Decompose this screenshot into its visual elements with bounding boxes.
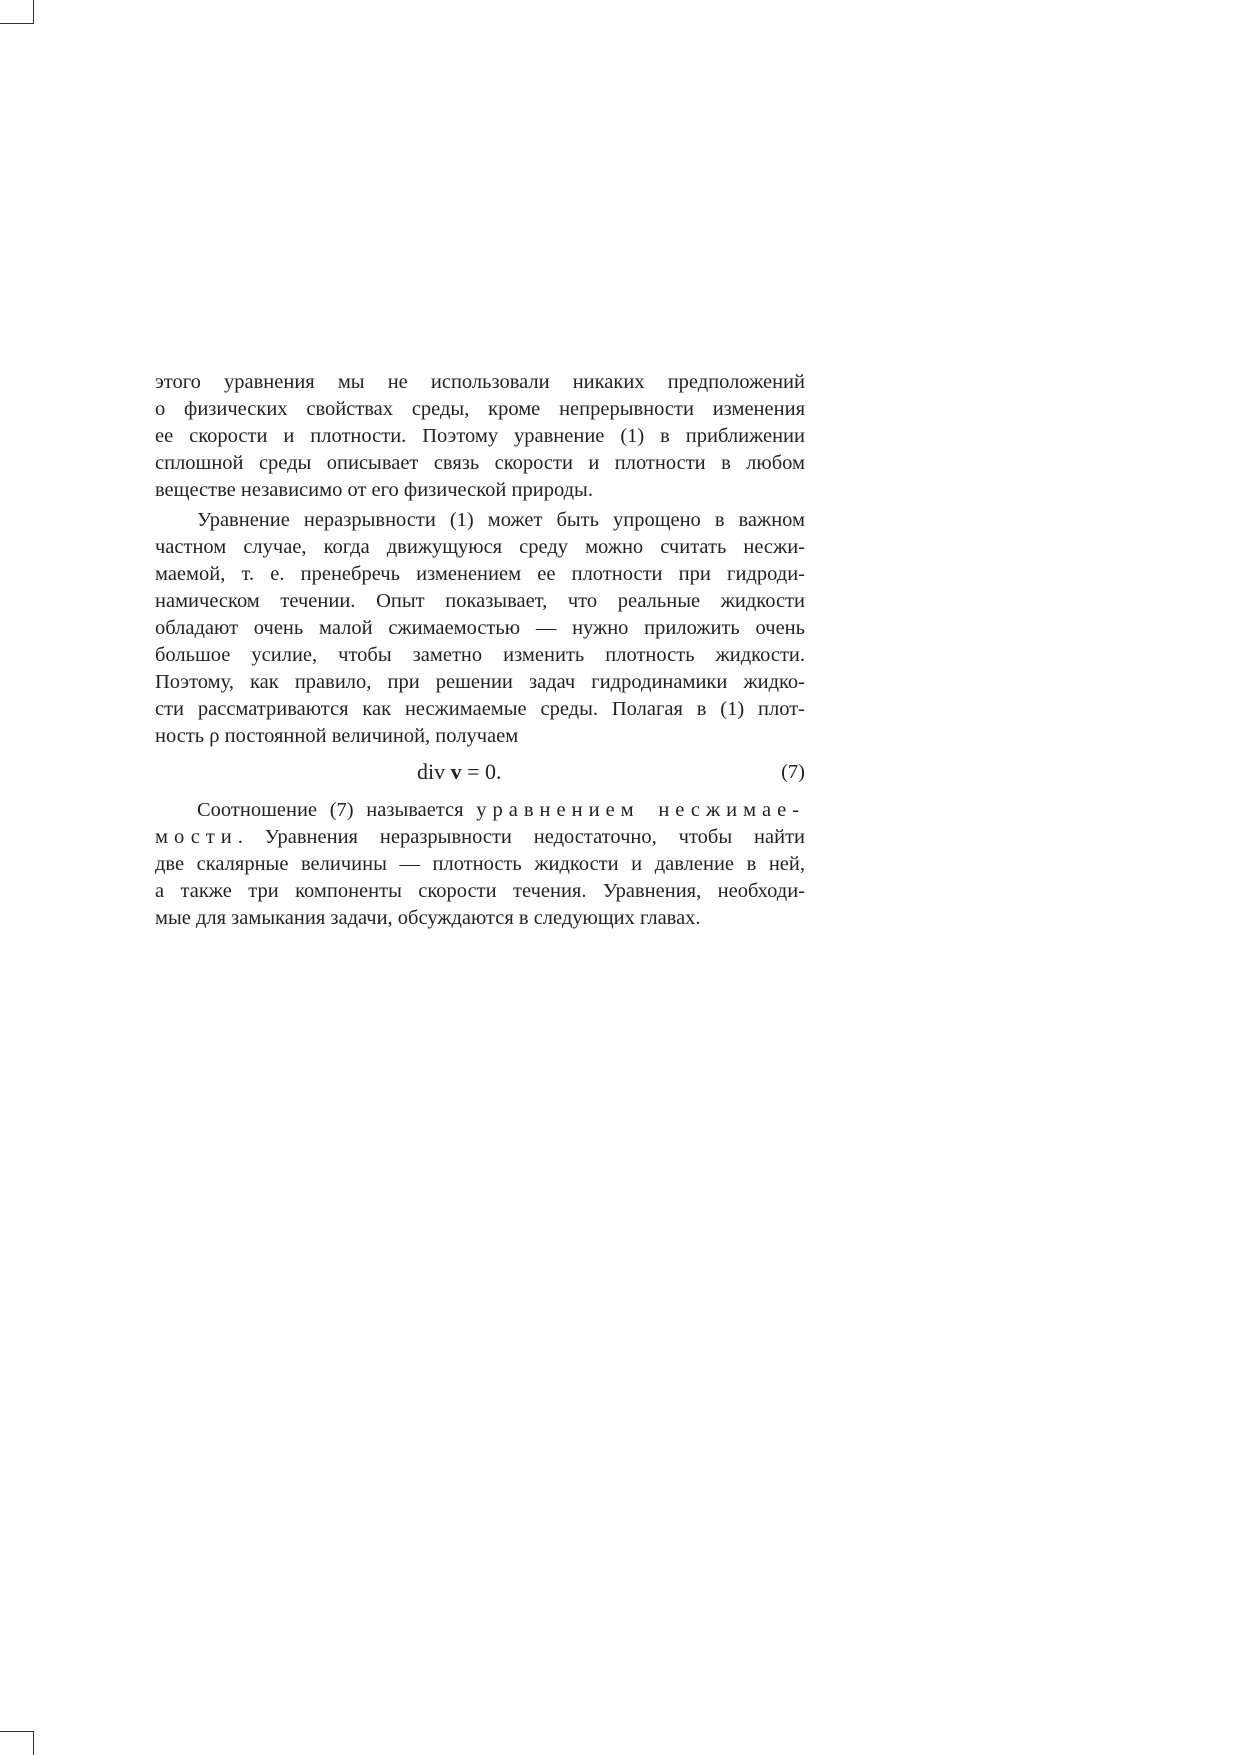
term-incompressibility-equation-part-1: уравнением несжимае- xyxy=(476,799,806,821)
paragraph-3-line-3: две скалярные величины — плотность жидкости и давление в ней, xyxy=(155,853,805,875)
paragraph-2-line-1: Уравнение неразрывности (1) может быть упрощено в важном xyxy=(197,509,805,531)
paragraph-2-line-7: Поэтому, как правило, при решении задач гидродинамики жидко- xyxy=(155,671,805,693)
paragraph-1-line-2: о физических свойствах среды, кроме непрерывности изменения xyxy=(155,398,805,420)
equation-suffix: = 0. xyxy=(461,759,502,784)
paragraph-1-line-4: сплошной среды описывает связь скорости и плотности в любом xyxy=(155,452,805,474)
paragraph-2-line-8: сти рассматриваются как несжимаемые среды. Полагая в (1) плот- xyxy=(155,698,805,720)
paragraph-1-line-5: веществе независимо от его физической природы. xyxy=(155,479,593,501)
equation-prefix: div xyxy=(417,759,451,784)
paragraph-2-line-3: маемой, т. е. пренебречь изменением ее плотности при гидроди- xyxy=(155,563,805,585)
paragraph-3-line-1 xyxy=(197,797,805,824)
paragraph-2-line-4: намическом течении. Опыт показывает, что реальные жидкости xyxy=(155,590,805,612)
term-incompressibility-equation-part-2: мости xyxy=(155,826,238,848)
crop-mark-top-horizontal xyxy=(0,23,34,24)
paragraph-1-line-1: этого уравнения мы не использовали никаких предположений xyxy=(155,371,805,393)
paragraph-2-line-9: ность ρ постоянной величиной, получаем xyxy=(155,725,519,747)
paragraph-3-line-2 xyxy=(155,824,805,851)
paragraph-3-line-4: а также три компоненты скорости течения. Уравнения, необходи- xyxy=(155,880,805,902)
paragraph-2-line-2: частном случае, когда движущуюся среду можно считать несжи- xyxy=(155,536,805,558)
crop-mark-bottom-horizontal xyxy=(0,1731,34,1732)
paragraph-3-line-5: мые для замыкания задачи, обсуждаются в следующих главах. xyxy=(155,907,701,929)
paragraph-2-line-6: большое усилие, чтобы заметно изменить плотность жидкости. xyxy=(155,644,805,666)
equation-7 xyxy=(155,757,805,787)
crop-mark-top-vertical xyxy=(33,0,34,24)
paragraph-3-line-1-text: Соотношение (7) называется xyxy=(197,799,477,821)
paragraph-1-line-3: ее скорости и плотности. Поэтому уравнение (1) в приближении xyxy=(155,425,805,447)
equation-number: (7) xyxy=(781,761,805,783)
paragraph-2-line-5: обладают очень малой сжимаемостью — нужно приложить очень xyxy=(155,617,805,639)
equation-vector: v xyxy=(450,759,462,784)
paragraph-3-line-2-text: . Уравнения неразрывности недостаточно, чтобы найти xyxy=(237,826,805,848)
crop-mark-bottom-vertical xyxy=(33,1731,34,1755)
equation-expression xyxy=(417,757,502,787)
